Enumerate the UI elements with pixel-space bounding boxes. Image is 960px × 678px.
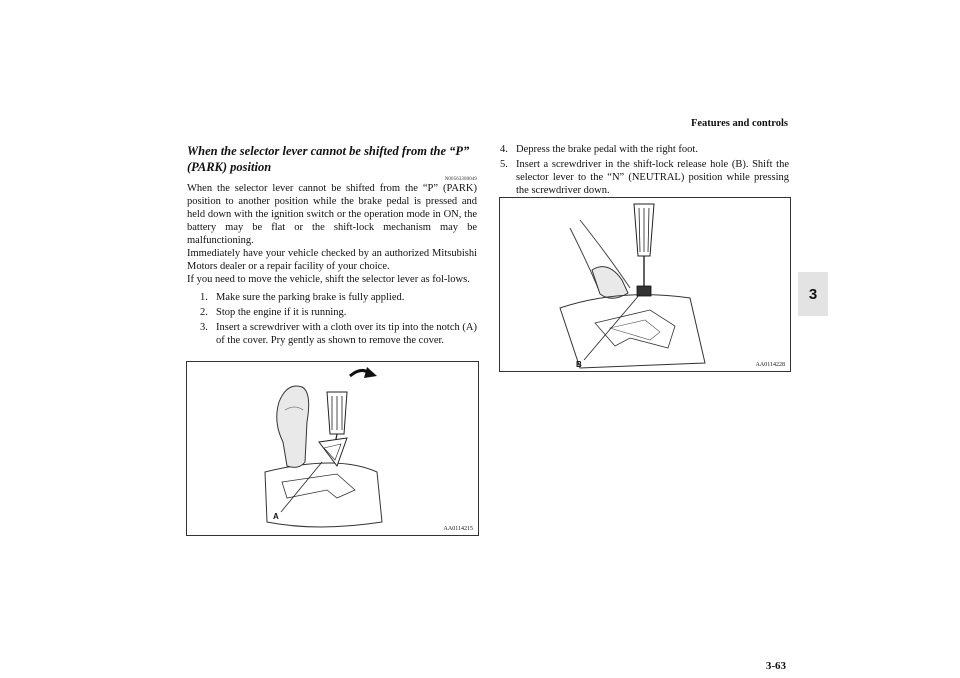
page-header-title: Features and controls — [690, 118, 788, 129]
step-text: Depress the brake pedal with the right foot. — [516, 144, 698, 155]
step-text: Insert a screwdriver in the shift-lock release hole (B). Shift the selector lever to the “N” (NEUTRAL) position while pressing the screwdriver down. — [516, 159, 789, 196]
step-number: 3. — [200, 322, 208, 333]
step-item — [200, 306, 477, 319]
callout-label-a: A — [273, 512, 279, 521]
step-number: 5. — [500, 159, 508, 170]
steps-list — [500, 143, 789, 197]
figure-code: AA0114215 — [443, 526, 473, 532]
shift-lever-illustration — [187, 362, 478, 535]
step-number: 2. — [200, 307, 208, 318]
right-column — [500, 143, 789, 199]
step-text: Stop the engine if it is running. — [216, 307, 347, 318]
step-text: Make sure the parking brake is fully applied. — [216, 292, 405, 303]
steps-list — [187, 291, 477, 347]
figure-code: AA0114228 — [755, 362, 785, 368]
step-number: 1. — [200, 292, 208, 303]
left-column — [187, 143, 477, 349]
step-number: 4. — [500, 144, 508, 155]
step-item — [200, 321, 477, 347]
paragraph: When the selector lever cannot be shifted from the “P” (PARK) position to another position while the brake pedal is pressed and held down with the ignition switch or the operation mode in ON, the battery may be flat or the shift-lock mechanism may be malfunctioning. — [187, 183, 477, 246]
shift-lock-illustration — [500, 198, 790, 371]
section-code: N00563300049 — [444, 177, 477, 182]
paragraph: Immediately have your vehicle checked by an authorized Mitsubishi Motors dealer or a repair facility of your choice. — [187, 248, 477, 272]
chapter-tab: 3 — [798, 272, 828, 316]
figure-remove-cover — [186, 361, 479, 536]
step-text: Insert a screwdriver with a cloth over its tip into the notch (A) of the cover. Pry gently as shown to remove the cover. — [216, 322, 477, 346]
step-item — [500, 143, 789, 156]
step-item — [500, 158, 789, 197]
callout-label-b: B — [576, 360, 582, 369]
paragraph: If you need to move the vehicle, shift the selector lever as fol-lows. — [187, 274, 470, 285]
step-item — [200, 291, 477, 304]
section-heading: When the selector lever cannot be shifted from the “P” (PARK) position — [187, 144, 470, 174]
page-number: 3-63 — [765, 660, 786, 672]
figure-shift-lock-release — [499, 197, 791, 372]
